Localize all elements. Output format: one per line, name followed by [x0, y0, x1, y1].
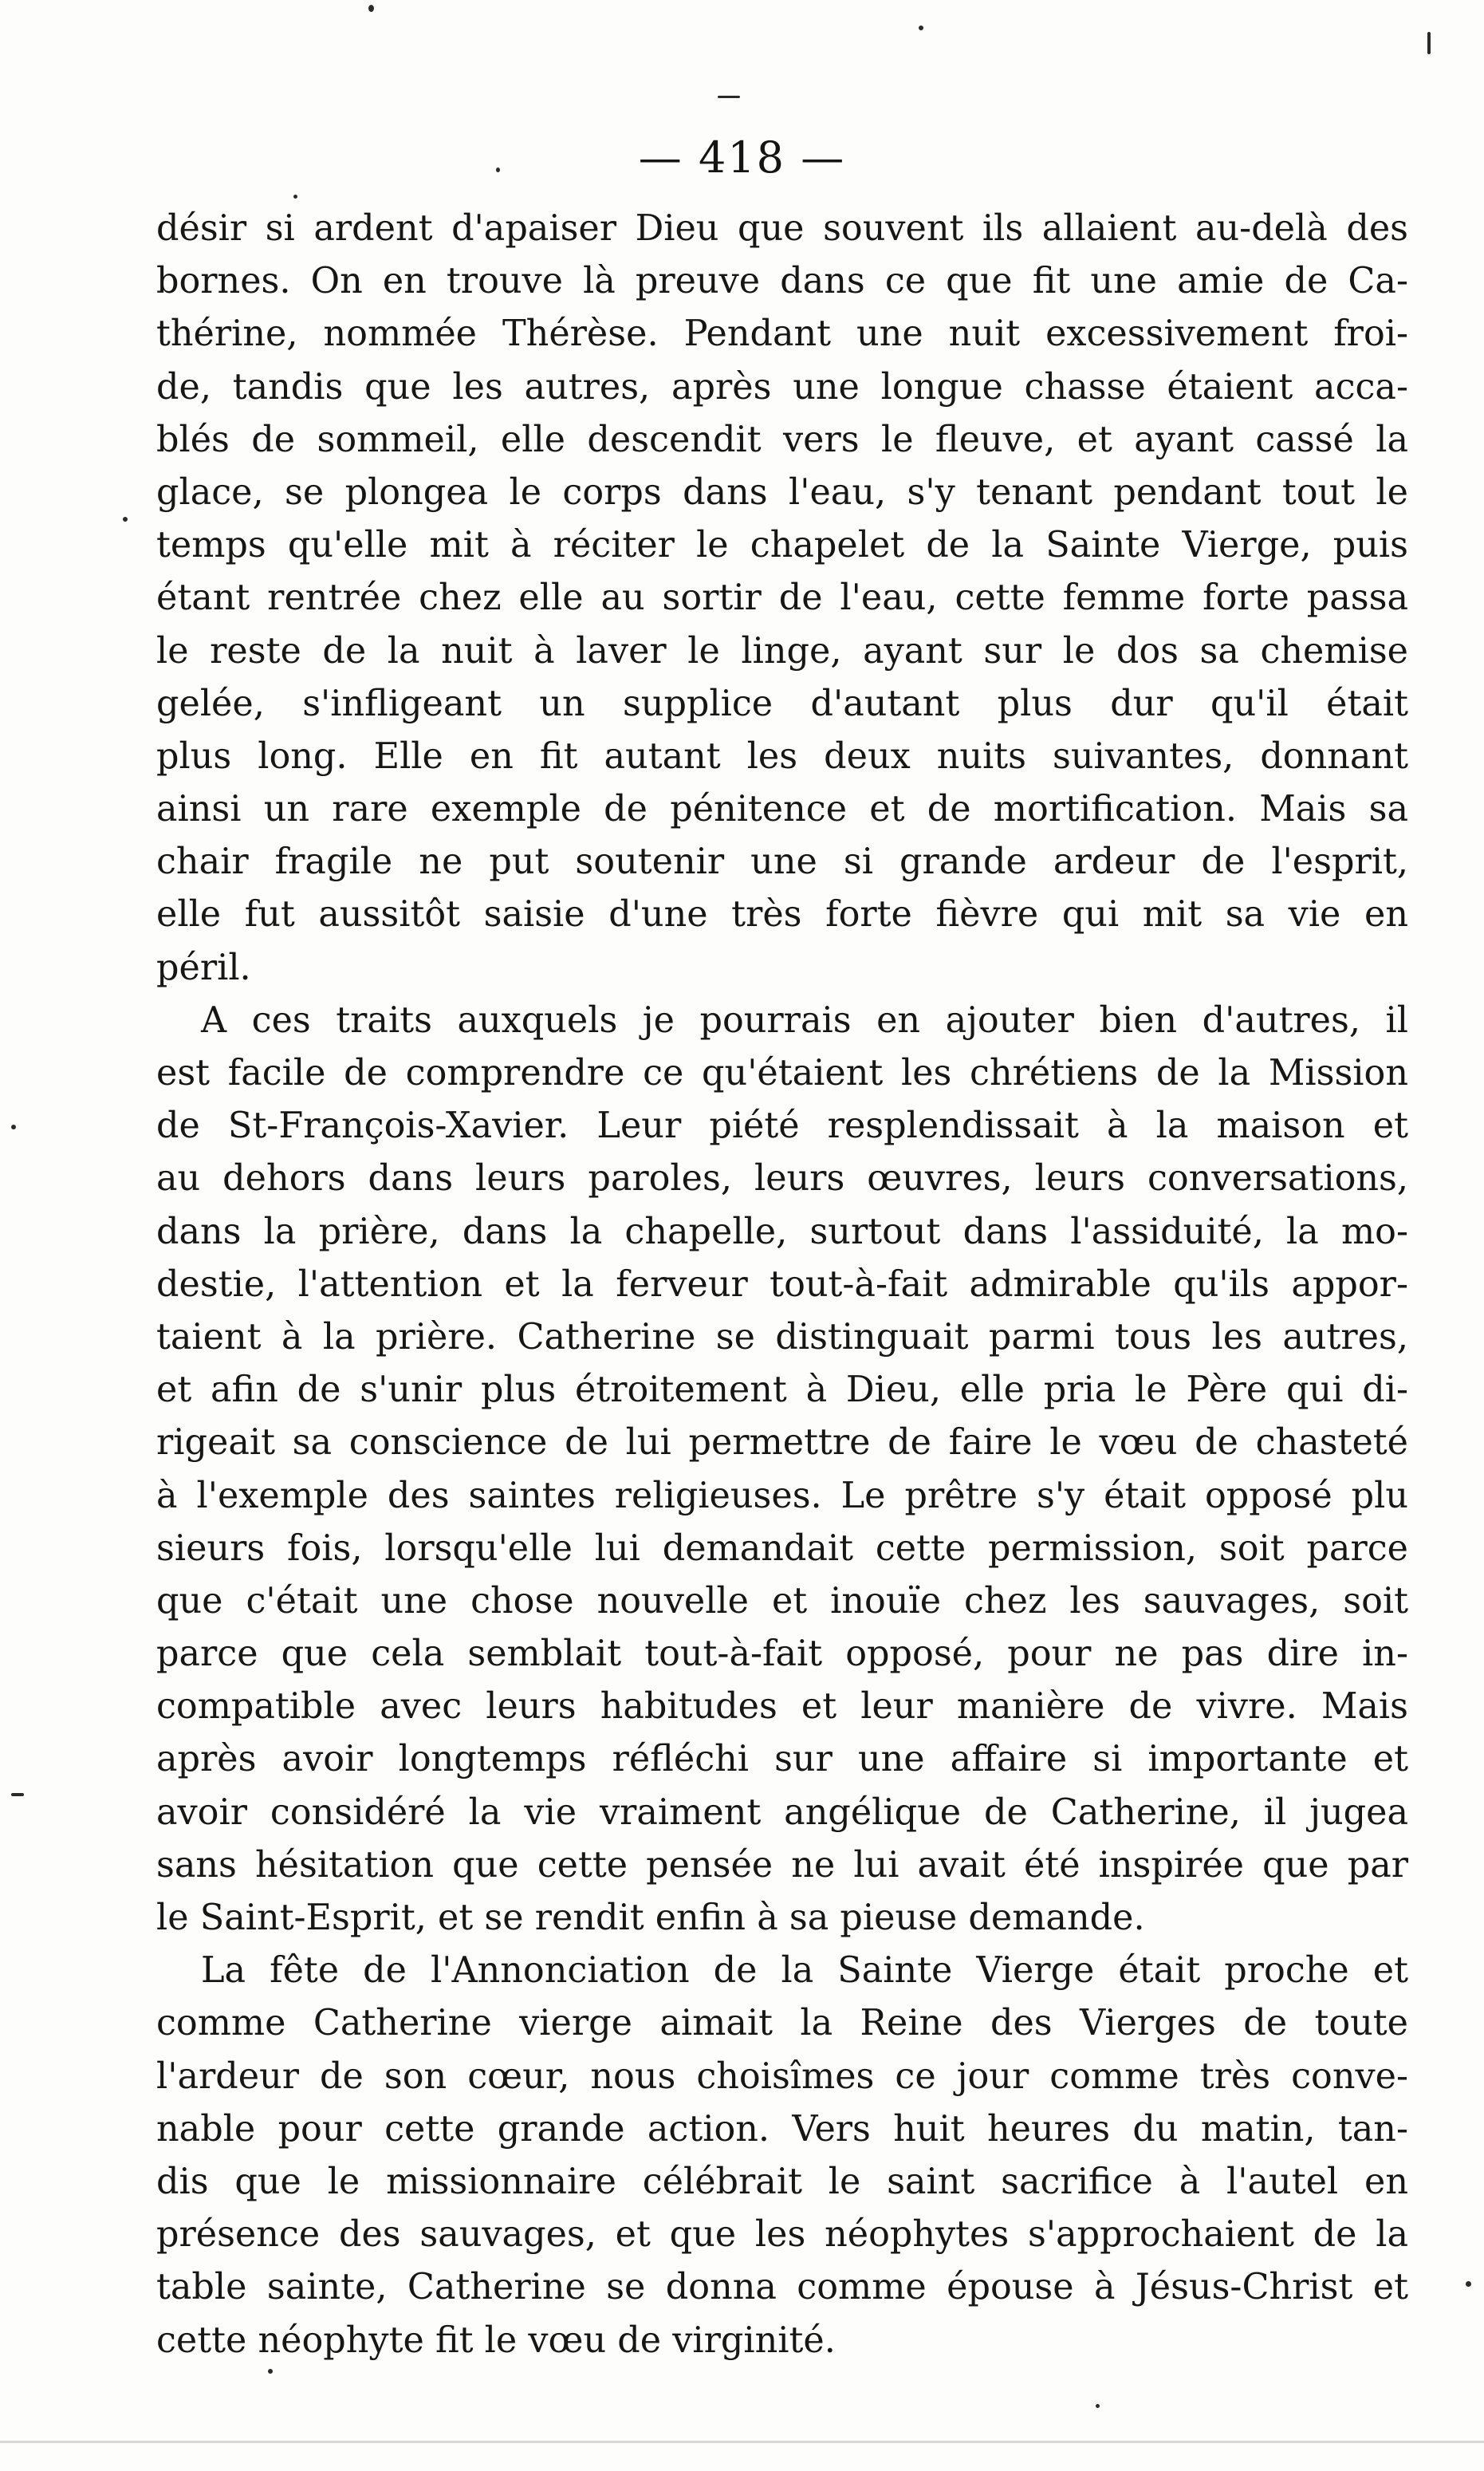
text-line: destie, l'attention et la ferveur tout-à-fait admirable qu'ils appor-	[156, 1263, 1408, 1305]
text-line: est facile de comprendre ce qu'étaient les chrétiens de la Mission	[156, 1053, 1408, 1094]
text-line: dans la prière, dans la chapelle, surtout dans l'assiduité, la mo-	[156, 1211, 1408, 1252]
page-number: — 418 —	[638, 132, 846, 183]
text-line: parce que cela semblait tout-à-fait opposé, pour ne pas dire in-	[156, 1634, 1408, 1675]
text-line: plus long. Elle en fit autant les deux nuits suivantes, donnant	[156, 735, 1408, 777]
text-line: de, tandis que les autres, après une longue chasse étaient acca-	[156, 366, 1408, 408]
scan-speck	[496, 167, 500, 172]
scan-speck	[1096, 2404, 1100, 2408]
text-line: péril.	[156, 947, 251, 988]
paragraph-3	[156, 1945, 1408, 2367]
text-line: que c'était une chose nouvelle et inouïe chez les sauvages, soit	[156, 1580, 1408, 1622]
text-line: sans hésitation que cette pensée ne lui avait été inspirée que par	[156, 1844, 1408, 1886]
text-line: après avoir longtemps réfléchi sur une affaire si importante et	[156, 1739, 1408, 1780]
text-line: La fête de l'Annonciation de la Sainte Vierge était proche et	[201, 1950, 1408, 1992]
scan-speck	[11, 1125, 16, 1129]
text-line: à l'exemple des saintes religieuses. Le prêtre s'y était opposé plu	[156, 1475, 1408, 1516]
text-line: le reste de la nuit à laver le linge, ayant sur le dos sa chemise	[156, 630, 1408, 672]
text-line: et afin de s'unir plus étroitement à Dieu, elle pria le Père qui di-	[156, 1369, 1408, 1411]
scan-speck	[123, 517, 128, 522]
text-line: étant rentrée chez elle au sortir de l'eau, cette femme forte passa	[156, 577, 1408, 619]
scan-speck	[1466, 2281, 1471, 2287]
scan-speck	[368, 5, 374, 12]
scan-edge-line	[0, 2441, 1484, 2443]
text-line: elle fut aussitôt saisie d'une très forte fièvre qui mit sa vie en	[156, 894, 1408, 936]
text-line: sieurs fois, lorsqu'elle lui demandait cette permission, soit parce	[156, 1527, 1408, 1569]
text-line: au dehors dans leurs paroles, leurs œuvres, leurs conversations,	[156, 1158, 1408, 1200]
paragraph-1	[156, 203, 1408, 995]
scan-speck	[268, 2369, 273, 2374]
text-line: taient à la prière. Catherine se distinguait parmi tous les autres,	[156, 1316, 1408, 1358]
text-line: A ces traits auxquels je pourrais en ajouter bien d'autres, il	[201, 999, 1408, 1041]
text-line: temps qu'elle mit à réciter le chapelet de la Sainte Vierge, puis	[156, 525, 1408, 566]
text-line: gelée, s'infligeant un supplice d'autant plus dur qu'il était	[156, 683, 1408, 724]
paragraph-2	[156, 995, 1408, 1945]
text-line: avoir considéré la vie vraiment angélique de Catherine, il jugea	[156, 1791, 1408, 1833]
text-line: glace, se plongea le corps dans l'eau, s'y tenant pendant tout le	[156, 471, 1408, 513]
text-line: table sainte, Catherine se donna comme épouse à Jésus-Christ et	[156, 2267, 1408, 2308]
scan-speck	[718, 96, 740, 98]
text-line: désir si ardent d'apaiser Dieu que souvent ils allaient au-delà des	[156, 208, 1408, 249]
text-line: de St-François-Xavier. Leur piété resplendissait à la maison et	[156, 1105, 1408, 1147]
text-line: compatible avec leurs habitudes et leur manière de vivre. Mais	[156, 1686, 1408, 1728]
text-line: dis que le missionnaire célébrait le saint sacrifice à l'autel en	[156, 2161, 1408, 2202]
text-line: ainsi un rare exemple de pénitence et de mortification. Mais sa	[156, 789, 1408, 830]
text-line: présence des sauvages, et que les néophytes s'approchaient de la	[156, 2214, 1408, 2256]
body-text	[156, 203, 1408, 2367]
text-line: blés de sommeil, elle descendit vers le fleuve, et ayant cassé la	[156, 419, 1408, 460]
text-line: cette néophyte fit le vœu de virginité.	[156, 2319, 836, 2361]
text-line: thérine, nommée Thérèse. Pendant une nuit excessivement froi-	[156, 313, 1408, 355]
scan-speck	[11, 1793, 24, 1796]
text-line: l'ardeur de son cœur, nous choisîmes ce jour comme très conve-	[156, 2055, 1408, 2097]
text-line: bornes. On en trouve là preuve dans ce que fit une amie de Ca-	[156, 261, 1408, 302]
text-line: rigeait sa conscience de lui permettre de faire le vœu de chasteté	[156, 1422, 1408, 1464]
scan-speck	[919, 26, 923, 30]
text-line: chair fragile ne put soutenir une si grande ardeur de l'esprit,	[156, 841, 1408, 883]
text-line: le Saint-Esprit, et se rendit enfin à sa pieuse demande.	[156, 1898, 1145, 1938]
scan-speck	[293, 195, 297, 199]
scan-speck	[1427, 32, 1431, 54]
text-line: nable pour cette grande action. Vers huit heures du matin, tan-	[156, 2108, 1408, 2150]
text-line: comme Catherine vierge aimait la Reine des Vierges de toute	[156, 2003, 1408, 2044]
